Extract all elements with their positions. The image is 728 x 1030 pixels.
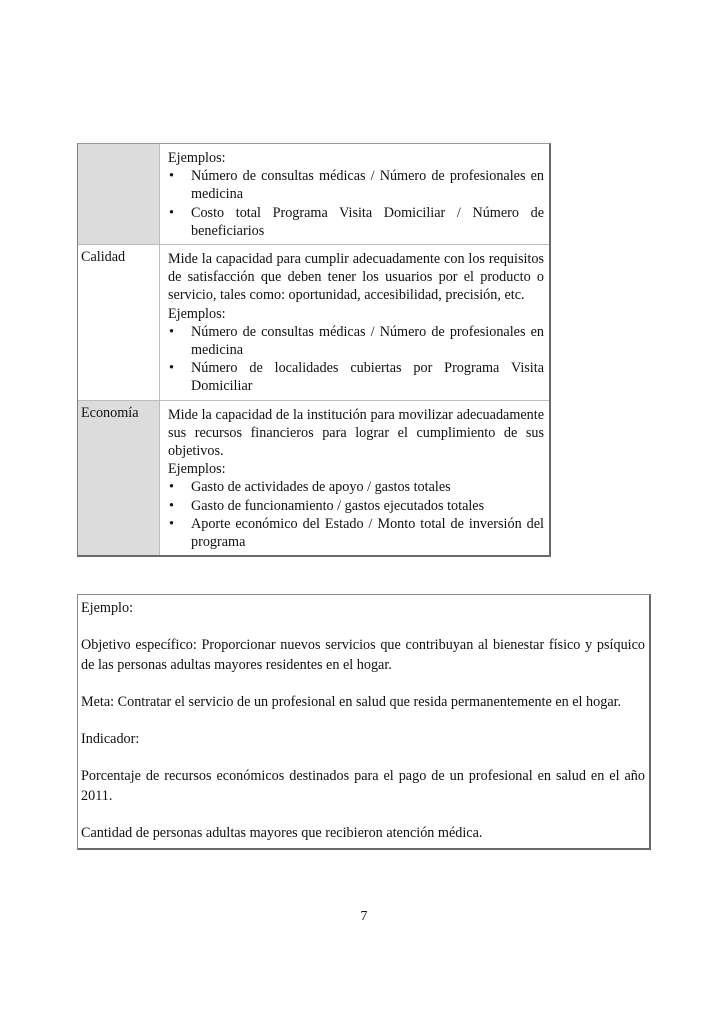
row-description: Mide la capacidad para cumplir adecuadamente con los requisitos de satisfacción que deben tener los usuarios por el producto o servicio, tales como: oportunidad, accesibilidad, precisión, etc. — [168, 251, 544, 304]
list-item: • Costo total Programa Visita Domiciliar / Número de beneficiarios — [168, 204, 544, 240]
list-item: • Número de localidades cubiertas por Programa Visita Domiciliar — [168, 359, 544, 395]
indicator-text: Cantidad de personas adultas mayores que recibieron atención médica. — [81, 825, 483, 841]
row-description: Mide la capacidad de la institución para movilizar adecuadamente sus recursos financieros para lograr el cumplimiento de sus objetivos. — [168, 406, 544, 460]
examples-label: Ejemplos: — [168, 461, 226, 478]
examples-list — [168, 167, 544, 240]
list-item: • Número de consultas médicas / Número de profesionales en medicina — [168, 167, 544, 203]
table-row — [78, 245, 549, 401]
row-content — [160, 144, 549, 244]
examples-list — [168, 323, 544, 396]
example-box — [77, 594, 651, 850]
list-item: • Gasto de actividades de apoyo / gastos totales — [168, 478, 544, 496]
objective-text: Objetivo específico: Proporcionar nuevos servicios que contribuyan al bienestar físico y psíquico de las personas adultas mayores residentes en el hogar. — [81, 637, 645, 673]
row-label: Calidad — [78, 245, 160, 400]
row-label — [78, 144, 160, 244]
list-item: • Aporte económico del Estado / Monto total de inversión del programa — [168, 515, 544, 551]
examples-label: Ejemplos: — [168, 150, 226, 166]
row-content — [160, 401, 549, 556]
example-title: Ejemplo: — [81, 600, 134, 616]
examples-label: Ejemplos: — [168, 305, 226, 322]
list-item: • Gasto de funcionamiento / gastos ejecutados totales — [168, 497, 544, 515]
examples-list — [168, 478, 544, 551]
indicator-label: Indicador: — [81, 731, 140, 747]
goal-text: Meta: Contratar el servicio de un profesional en salud que resida permanentemente en el hogar. — [81, 694, 622, 710]
row-content — [160, 245, 549, 400]
list-item: • Número de consultas médicas / Número de profesionales en medicina — [168, 323, 544, 359]
indicators-table — [77, 143, 551, 557]
table-row — [78, 401, 549, 556]
page-number: 7 — [360, 909, 368, 924]
table-row — [78, 144, 549, 245]
indicator-text: Porcentaje de recursos económicos destinados para el pago de un profesional en salud en el año 2011. — [81, 768, 645, 804]
row-label: Economía — [78, 401, 160, 556]
